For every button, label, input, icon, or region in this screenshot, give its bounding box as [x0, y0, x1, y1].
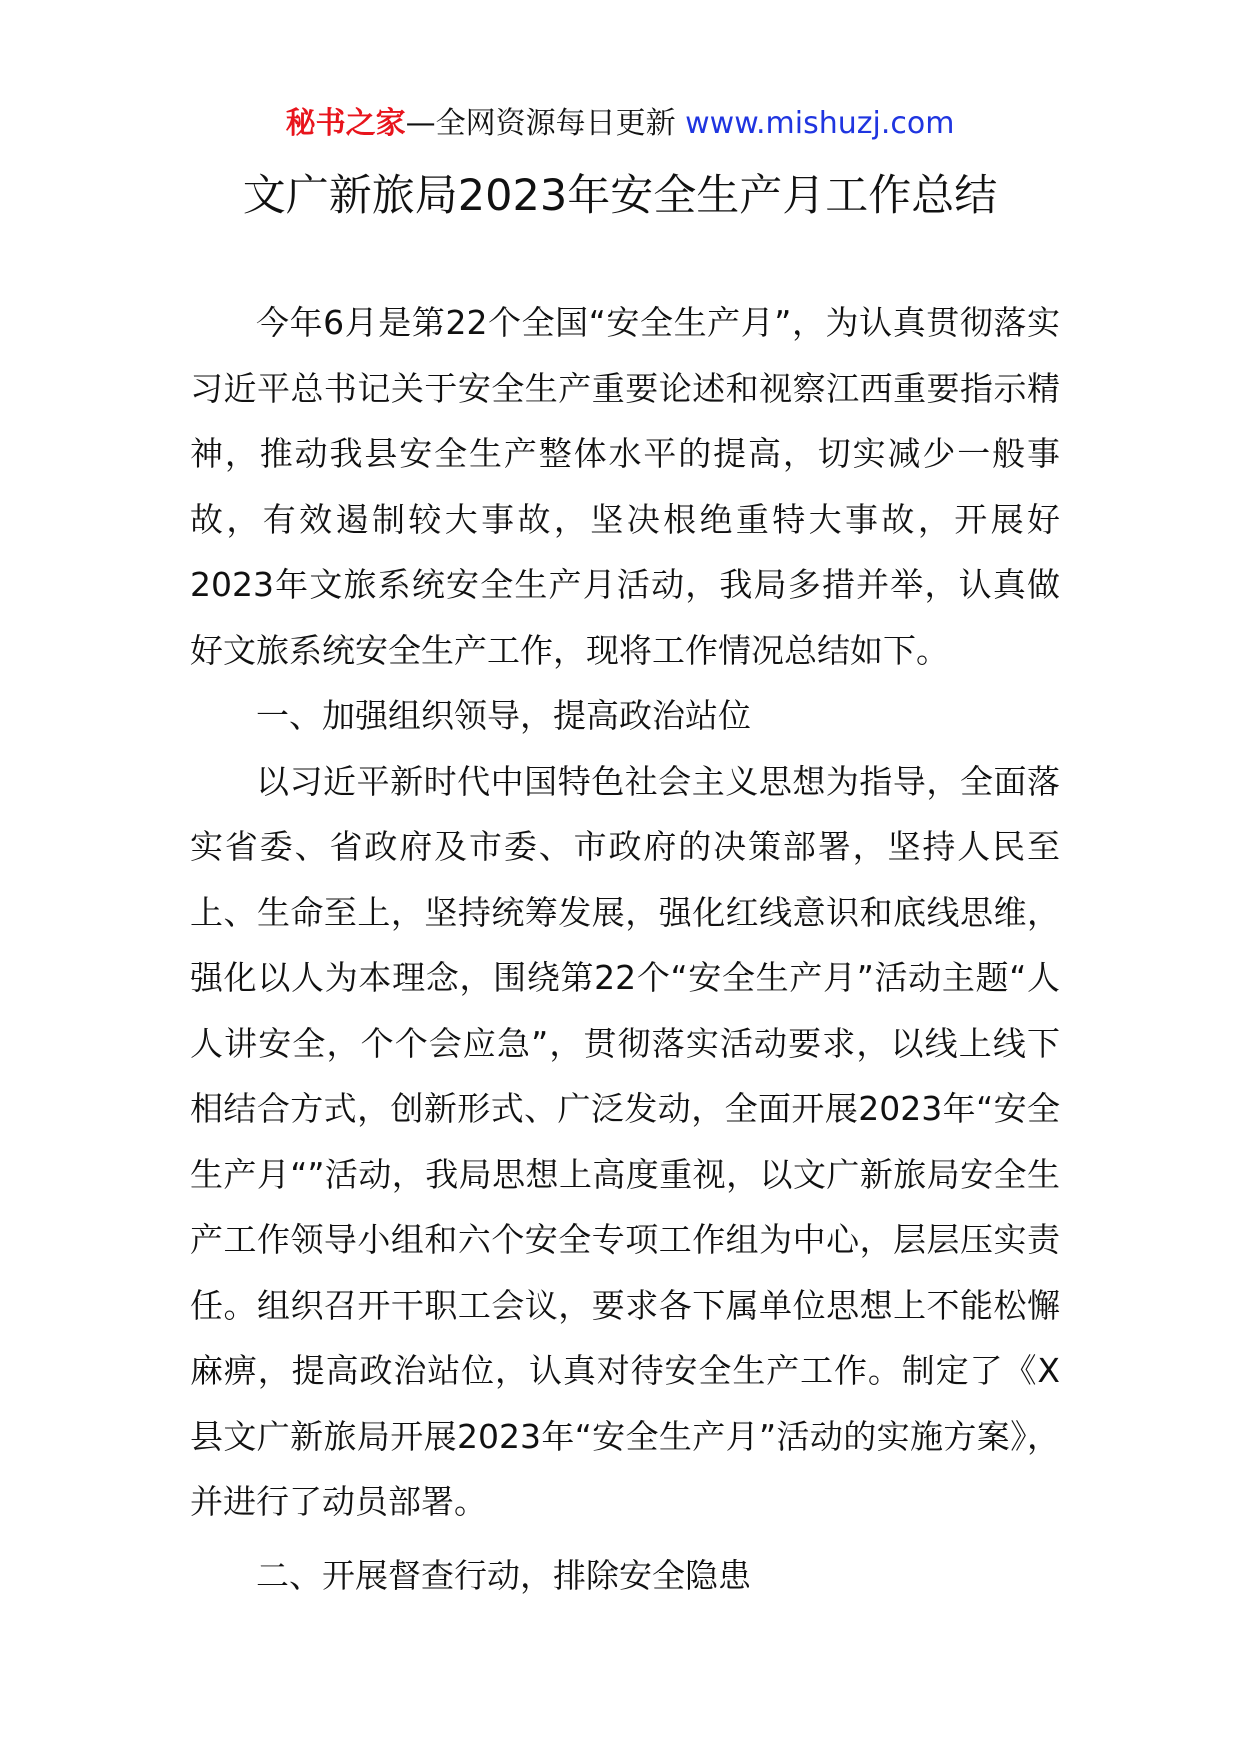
document-body	[190, 290, 1060, 1608]
site-url-link[interactable]: www.mishuzj.com	[685, 106, 955, 141]
section-1-paragraph: 以习近平新时代中国特色社会主义思想为指导，全面落实省委、省政府及市委、市政府的决策部署，坚持人民至上、生命至上，坚持统筹发展，强化红线意识和底线思维，强化以人为本理念，围绕第22个“安全生产月”活动主题“人人讲安全，个个会应急”，贯彻落实活动要求，以线上线下相结合方式，创新形式、广泛发动，全面开展2023年“安全生产月“”活动，我局思想上高度重视，以文广新旅局安全生产工作领导小组和六个安全专项工作组为中心，层层压实责任。组织召开干职工会议，要求各下属单位思想上不能松懈麻痹，提高政治站位，认真对待安全生产工作。制定了《X县文广新旅局开展2023年“安全生产月”活动的实施方案》，并进行了动员部署。	[190, 761, 1060, 1521]
watermark-banner	[0, 104, 1240, 144]
intro-paragraph: 今年6月是第22个全国“安全生产月”，为认真贯彻落实习近平总书记关于安全生产重要论述和视察江西重要指示精神，推动我县安全生产整体水平的提高，切实减少一般事故，有效遏制较大事故，坚决根绝重特大事故，开展好2023年文旅系统安全生产月活动，我局多措并举，认真做好文旅系统安全生产工作，现将工作情况总结如下。	[190, 303, 1060, 670]
document-title: 文广新旅局2023年安全生产月工作总结	[242, 171, 998, 221]
banner-tagline: —全网资源每日更新	[405, 106, 686, 141]
section-1-heading: 一、加强组织领导，提高政治站位	[256, 696, 751, 735]
brand-name: 秘书之家	[285, 106, 406, 141]
section-2-heading: 二、开展督查行动，排除安全隐患	[256, 1555, 751, 1595]
